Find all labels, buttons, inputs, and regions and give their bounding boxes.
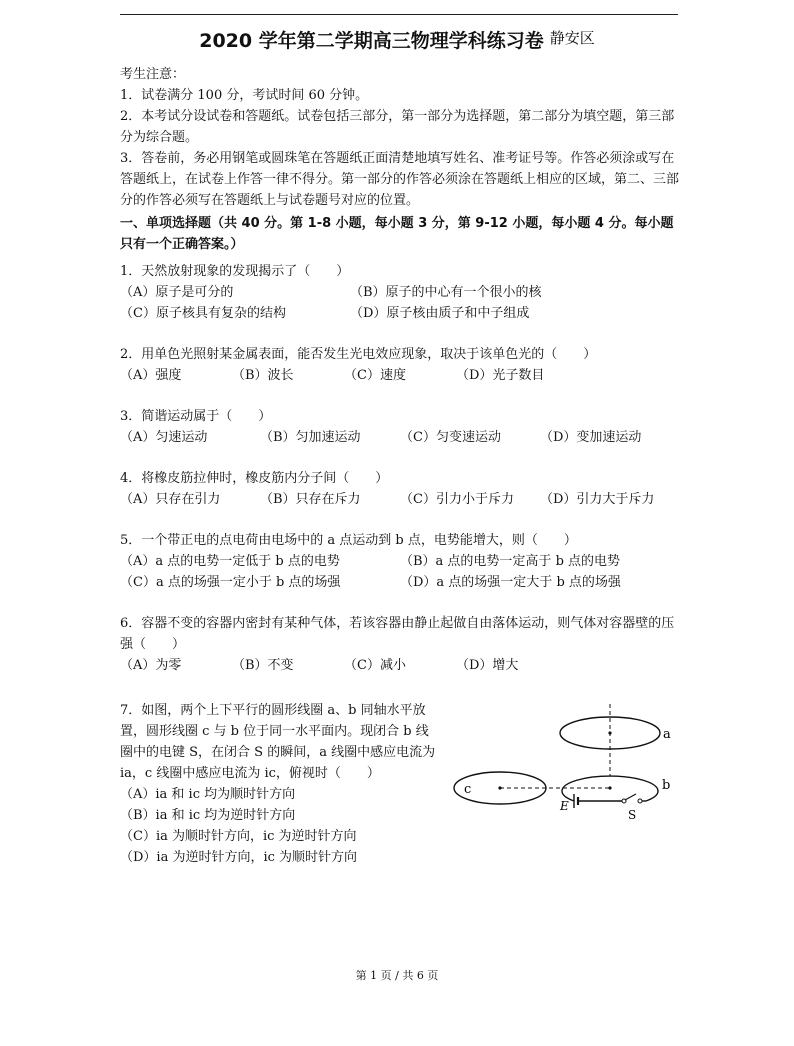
- district-label: 静安区: [549, 29, 595, 47]
- label-c: c: [464, 782, 472, 797]
- option-row: [120, 303, 680, 324]
- switch-contact-right: [638, 799, 642, 803]
- question-2: [120, 344, 680, 386]
- page-footer: 第 1 页 / 共 6 页: [355, 969, 439, 982]
- question-7: [120, 700, 450, 868]
- option-c: （C）原子核具有复杂的结构: [120, 306, 286, 321]
- option-a: （A）为零: [120, 658, 182, 673]
- question-3: [120, 406, 680, 448]
- option-d: （D）变加速运动: [540, 430, 642, 445]
- option-b: （B）波长: [232, 368, 294, 383]
- label-e: E: [560, 799, 569, 813]
- question-stem-line: 7．如图，两个上下平行的圆形线圈 a、b 同轴水平放: [120, 703, 426, 718]
- option-c: （C）a 点的场强一定小于 b 点的场强: [120, 575, 341, 590]
- question-stem: 3．简谐运动属于（ ）: [120, 409, 272, 424]
- question-5: [120, 530, 680, 593]
- question-stem-line: 圈中的电键 S，在闭合 S 的瞬间，a 线圈中感应电流为: [120, 745, 436, 760]
- option-c: （C）减小: [344, 658, 406, 673]
- option-b: （B）a 点的电势一定高于 b 点的电势: [400, 554, 621, 569]
- option-row: [120, 489, 680, 510]
- option-row: [120, 427, 680, 448]
- exam-title: [0, 26, 794, 53]
- notice-header: 考生注意：: [120, 67, 186, 82]
- question-stem: 5．一个带正电的点电荷由电场中的 a 点运动到 b 点，电势能增大，则（ ）: [120, 533, 577, 548]
- question-stem-line: 置，圆形线圈 c 与 b 位于同一水平面内。现闭合 b 线: [120, 724, 429, 739]
- option-d: （D）光子数目: [456, 368, 545, 383]
- switch-lever: [625, 794, 636, 800]
- option-c: （C）ia 为顺时针方向，ic 为逆时针方向: [120, 829, 357, 844]
- option-b: （B）只存在斥力: [260, 492, 361, 507]
- option-d: （D）原子核由质子和中子组成: [350, 306, 530, 321]
- option-row: [120, 551, 680, 572]
- notice-item-2: 2．本考试分设试卷和答题纸。试卷包括三部分，第一部分为选择题，第二部分为填空题，第三部分为综合题。: [120, 109, 675, 145]
- option-b: （B）不变: [232, 658, 294, 673]
- question-4: [120, 468, 680, 510]
- exam-content: [120, 64, 680, 676]
- notice-item-3: 3．答卷前，务必用钢笔或圆珠笔在答题纸正面清楚地填写姓名、准考证号等。作答必须涂或写在答题纸上，在试卷上作答一律不得分。第一部分的作答必须涂在答题纸上相应的区域，第二、三部分的作答必须写在答题纸上与试卷题号对应的位置。: [120, 151, 680, 208]
- option-d: （D）a 点的场强一定大于 b 点的场强: [400, 575, 621, 590]
- option-a: （A）a 点的电势一定低于 b 点的电势: [120, 554, 340, 569]
- label-b: b: [662, 778, 671, 793]
- question-1: [120, 261, 680, 324]
- option-a: （A）只存在引力: [120, 492, 221, 507]
- header-rule: [120, 14, 678, 15]
- option-a: （A）ia 和 ic 均为顺时针方向: [120, 787, 296, 802]
- coil-figure: [450, 698, 690, 828]
- option-row: [120, 655, 680, 676]
- section-heading: 一、单项选择题（共 40 分。第 1-8 小题，每小题 3 分，第 9-12 小题，每小题 4 分。每小题只有一个正确答案。）: [120, 216, 674, 252]
- option-a: （A）匀速运动: [120, 430, 208, 445]
- option-d: （D）增大: [456, 658, 519, 673]
- option-c: （C）匀变速运动: [400, 430, 501, 445]
- title-text: 2020 学年第二学期高三物理学科练习卷: [199, 30, 544, 52]
- option-row: [120, 365, 680, 386]
- option-row: [120, 572, 680, 593]
- label-s: S: [628, 808, 637, 822]
- question-6: [120, 613, 680, 676]
- option-row: [120, 282, 680, 303]
- option-c: （C）速度: [344, 368, 406, 383]
- option-d: （D）ia 为逆时针方向，ic 为顺时针方向: [120, 850, 358, 865]
- question-stem: 2．用单色光照射某金属表面，能否发生光电效应现象，取决于该单色光的（ ）: [120, 347, 597, 362]
- label-a: a: [663, 727, 671, 742]
- option-b: （B）匀加速运动: [260, 430, 361, 445]
- question-stem: 6．容器不变的容器内密封有某种气体，若该容器由静止起做自由落体运动，则气体对容器壁的压强（ ）: [120, 616, 675, 652]
- question-stem-line: ia，c 线圈中感应电流为 ic，俯视时（ ）: [120, 766, 380, 781]
- option-c: （C）引力小于斥力: [400, 492, 514, 507]
- notice-item-1: 1．试卷满分 100 分，考试时间 60 分钟。: [120, 88, 369, 103]
- option-b: （B）ia 和 ic 均为逆时针方向: [120, 808, 296, 823]
- option-b: （B）原子的中心有一个很小的核: [350, 285, 542, 300]
- question-stem: 1．天然放射现象的发现揭示了（ ）: [120, 264, 350, 279]
- question-stem: 4．将橡皮筋拉伸时，橡皮筋内分子间（ ）: [120, 471, 389, 486]
- coil-a-center: [608, 731, 611, 734]
- option-a: （A）强度: [120, 368, 182, 383]
- option-d: （D）引力大于斥力: [540, 492, 655, 507]
- option-a: （A）原子是可分的: [120, 285, 234, 300]
- coil-b-center: [608, 786, 611, 789]
